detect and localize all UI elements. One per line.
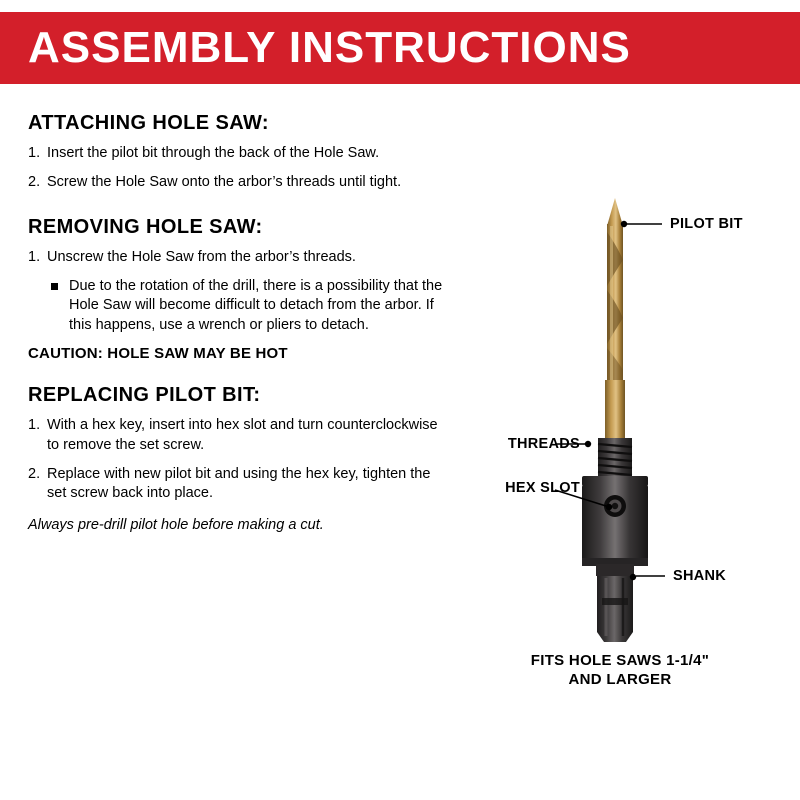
list-item-text: Screw the Hole Saw onto the arbor’s threads until tight. <box>47 173 402 190</box>
list-item-text: Replace with new pilot bit and using the hex key, tighten the set screw back into place. <box>47 465 431 502</box>
list-item-text: Insert the pilot bit through the back of the Hole Saw. <box>47 145 380 161</box>
fits-note-line-1: FITS HOLE SAWS 1-1/4" <box>530 652 710 669</box>
list-item <box>28 465 448 504</box>
section-replacing-pilot-bit <box>28 384 448 535</box>
section-removing-hole-saw <box>28 216 448 362</box>
square-bullet-icon <box>51 283 58 290</box>
closing-note: Always pre-drill pilot hole before making a cut. <box>28 516 324 533</box>
section-heading: REMOVING HOLE SAW: <box>28 216 263 239</box>
callout-label-threads: THREADS <box>507 436 580 452</box>
page-title: ASSEMBLY INSTRUCTIONS <box>28 23 631 72</box>
list-item-text: With a hex key, insert into hex slot and turn counterclockwise to remove the set screw. <box>47 417 438 453</box>
list-item-text: Unscrew the Hole Saw from the arbor’s threads. <box>47 249 356 266</box>
fits-note-line-2: AND LARGER <box>568 670 672 688</box>
list-item-number: 2. <box>28 173 41 190</box>
fits-hole-saws-note <box>455 652 785 690</box>
list-item <box>28 416 448 455</box>
instructions-column <box>28 112 448 535</box>
callout-label-hex-slot: HEX SLOT <box>505 480 580 496</box>
list-item <box>28 144 448 164</box>
pilot-bit-graphic <box>607 198 623 384</box>
section-heading: ATTACHING HOLE SAW: <box>28 112 269 134</box>
pilot-bit-shaft <box>605 380 625 440</box>
list-item <box>28 248 448 268</box>
caution-text: CAUTION: HOLE SAW MAY BE HOT <box>28 345 288 363</box>
arbor-diagram <box>455 180 785 710</box>
shank-graphic <box>596 564 634 642</box>
list-item-number: 1. <box>28 417 41 434</box>
callout-label-pilot-bit: PILOT BIT <box>670 216 743 232</box>
list-item-text: Due to the rotation of the drill, there is a possibility that the Hole Saw will become difficult to detach from the arbor. If this happens, use a wrench or pliers to detach. <box>69 277 443 333</box>
section-heading: REPLACING PILOT BIT: <box>28 384 261 407</box>
list-item <box>28 173 448 193</box>
list-item-number: 1. <box>28 249 41 266</box>
section-attaching-hole-saw <box>28 112 448 192</box>
list-item-number: 2. <box>28 465 41 482</box>
header-banner <box>0 12 800 84</box>
callout-label-shank: SHANK <box>673 568 727 584</box>
arbor-body-graphic <box>582 476 648 566</box>
threads-graphic <box>598 438 632 480</box>
list-item-number: 1. <box>28 145 41 161</box>
list-item <box>50 277 448 336</box>
